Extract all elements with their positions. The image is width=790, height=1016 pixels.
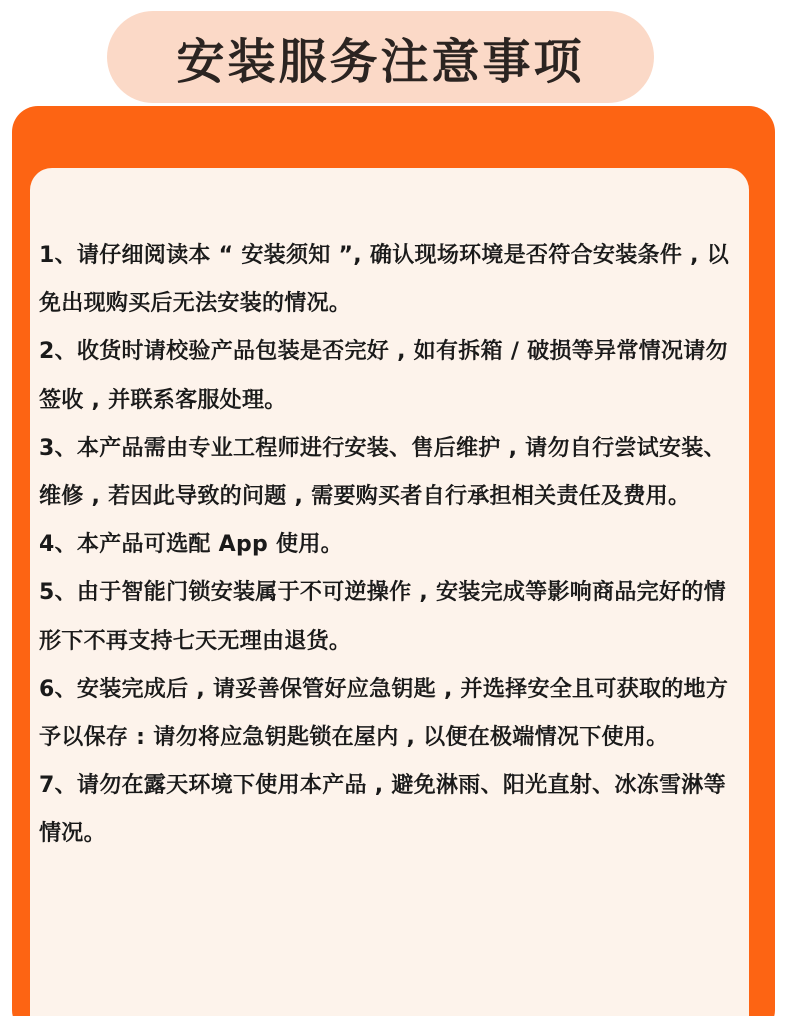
notice-item-3: 3、本产品需由专业工程师进行安装、售后维护 , 请勿自行尝试安装、维修 , 若因此导致的问题 , 需要购买者自行承担相关责任及费用。 xyxy=(39,435,726,510)
notice-item-2: 2、收货时请校验产品包装是否完好 , 如有拆箱 / 破损等异常情况请勿签收 , 并联系客服处理。 xyxy=(39,339,728,413)
page-title: 安装服务注意事项 xyxy=(176,33,585,90)
notice-item-6: 6、安装完成后 , 请妥善保管好应急钥匙 , 并选择安全且可获取的地方予以保存 : 请勿将应急钥匙锁在屋内 , 以便在极端情况下使用。 xyxy=(39,676,729,751)
notice-item-5: 5、由于智能门锁安装属于不可逆操作 , 安装完成等影响商品完好的情形下不再支持七天无理由退货。 xyxy=(39,580,726,654)
notice-list xyxy=(39,232,729,859)
notice-item-7: 7、请勿在露天环境下使用本产品 , 避免淋雨、阳光直射、冰冻雪淋等情况。 xyxy=(39,773,726,847)
title-banner xyxy=(107,11,654,103)
notice-item-1: 1、请仔细阅读本 “ 安装须知 ”, 确认现场环境是否符合安装条件 , 以免出现购买后无法安装的情况。 xyxy=(39,243,729,317)
notice-item-4: 4、本产品可选配 App 使用。 xyxy=(39,532,343,558)
